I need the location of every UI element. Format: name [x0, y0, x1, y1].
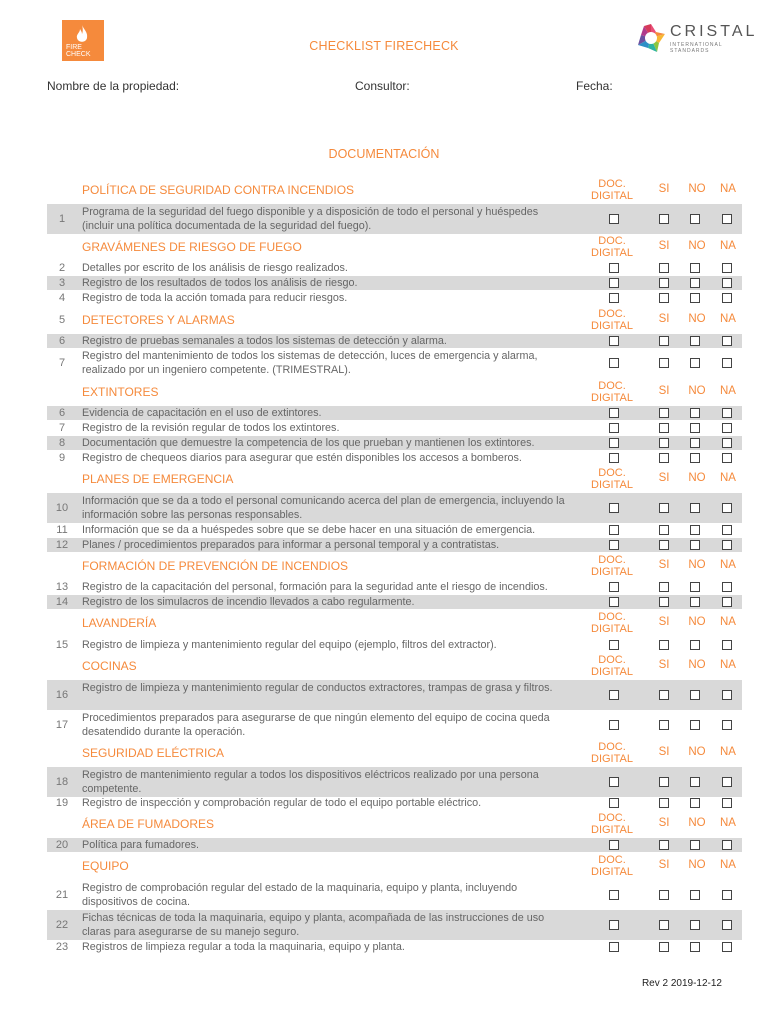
na-checkbox[interactable] [722, 690, 732, 700]
cristal-star-icon [636, 23, 666, 53]
column-si: SI [658, 817, 670, 829]
row-number: 6 [58, 334, 66, 347]
doc-digital-checkbox[interactable] [609, 920, 619, 930]
checklist-row [47, 276, 742, 290]
no-checkbox[interactable] [690, 690, 700, 700]
no-checkbox[interactable] [690, 942, 700, 952]
checklist-row [47, 421, 742, 435]
checklist-row [47, 880, 742, 910]
section-header-row [47, 306, 742, 334]
no-checkbox[interactable] [690, 840, 700, 850]
row-number: 22 [55, 918, 69, 931]
na-checkbox[interactable] [722, 798, 732, 808]
property-name-label: Nombre de la propiedad: [47, 79, 180, 93]
item-label: Procedimientos preparados para asegurarse de que ningún elemento del equipo de cocina queda desatendido durante la operación. [82, 712, 550, 738]
section-header-row [47, 609, 742, 637]
na-checkbox[interactable] [722, 540, 732, 550]
si-checkbox[interactable] [659, 453, 669, 463]
checklist-row [47, 406, 742, 420]
column-no: NO [688, 313, 706, 325]
doc-digital-checkbox[interactable] [609, 408, 619, 418]
si-checkbox[interactable] [659, 263, 669, 273]
column-no: NO [688, 240, 706, 252]
row-number: 3 [58, 276, 66, 289]
row-number: 21 [55, 888, 69, 901]
column-si: SI [658, 240, 670, 252]
row-number: 6 [58, 406, 66, 419]
doc-digital-checkbox[interactable] [609, 690, 619, 700]
checklist-row [47, 451, 742, 465]
item-label: Evidencia de capacitación en el uso de extintores. [82, 407, 322, 419]
checklist-row [47, 436, 742, 450]
row-number: 7 [58, 421, 66, 434]
si-checkbox[interactable] [659, 423, 669, 433]
item-label: Registro de la capacitación del personal, formación para la seguridad ante el riesgo de incendios. [82, 581, 548, 593]
row-number: 19 [55, 796, 69, 809]
column-na: NA [720, 659, 736, 671]
checklist-row [47, 493, 742, 523]
na-checkbox[interactable] [722, 840, 732, 850]
checklist-row [47, 940, 742, 954]
row-number: 2 [58, 261, 66, 274]
doc-digital-checkbox[interactable] [609, 582, 619, 592]
si-checkbox[interactable] [659, 777, 669, 787]
column-na: NA [720, 472, 736, 484]
doc-digital-checkbox[interactable] [609, 336, 619, 346]
doc-digital-checkbox[interactable] [609, 540, 619, 550]
item-label: Registro de comprobación regular del estado de la maquinaria, equipo y planta, incluyendo dispositivos de cocina. [82, 882, 518, 908]
column-si: SI [658, 746, 670, 758]
column-no: NO [688, 817, 706, 829]
checklist-row [47, 710, 742, 740]
doc-digital-checkbox[interactable] [609, 214, 619, 224]
row-number: 20 [55, 838, 69, 851]
column-no: NO [688, 472, 706, 484]
logo-text-fire: FIRE [66, 44, 82, 51]
na-checkbox[interactable] [722, 336, 732, 346]
section-header-label: SEGURIDAD ELÉCTRICA [82, 746, 225, 760]
item-label: Información que se da a todo el personal comunicando acerca del plan de emergencia, incluyendo la información sobre las personas responsables. [82, 495, 565, 521]
column-no: NO [688, 859, 706, 871]
si-checkbox[interactable] [659, 942, 669, 952]
si-checkbox[interactable] [659, 690, 669, 700]
doc-digital-checkbox[interactable] [609, 798, 619, 808]
doc-digital-checkbox[interactable] [609, 453, 619, 463]
row-number: 12 [55, 538, 69, 551]
na-checkbox[interactable] [722, 358, 732, 368]
item-label: Información que se da a huéspedes sobre que se debe hacer en una situación de emergencia. [82, 524, 536, 536]
checklist-row [47, 838, 742, 852]
item-label: Registros de limpieza regular a toda la maquinaria, equipo y planta. [82, 941, 405, 953]
doc-digital-checkbox[interactable] [609, 358, 619, 368]
na-checkbox[interactable] [722, 263, 732, 273]
item-label: Documentación que demuestre la competencia de los que prueban y mantienen los extintores. [82, 437, 535, 449]
checklist-row [47, 638, 742, 652]
si-checkbox[interactable] [659, 920, 669, 930]
row-number: 5 [58, 313, 66, 326]
row-number: 4 [58, 291, 66, 304]
si-checkbox[interactable] [659, 597, 669, 607]
column-doc-digital: DOC. DIGITAL [591, 554, 633, 578]
section-header-row [47, 175, 742, 205]
column-doc-digital: DOC. DIGITAL [591, 654, 633, 678]
item-label: Planes / procedimientos preparados para informar a personal temporal y a contratistas. [82, 539, 500, 551]
row-number: 1 [58, 212, 66, 225]
doc-digital-checkbox[interactable] [609, 597, 619, 607]
section-header-row [47, 378, 742, 406]
column-si: SI [658, 559, 670, 571]
na-checkbox[interactable] [722, 942, 732, 952]
section-header-label: COCINAS [82, 659, 137, 673]
column-na: NA [720, 385, 736, 397]
na-checkbox[interactable] [722, 640, 732, 650]
item-label: Registro de inspección y comprobación regular de todo el equipo portable eléctrico. [82, 797, 482, 809]
no-checkbox[interactable] [690, 503, 700, 513]
doc-digital-checkbox[interactable] [609, 278, 619, 288]
si-checkbox[interactable] [659, 720, 669, 730]
column-si: SI [658, 385, 670, 397]
item-label: Registro de limpieza y mantenimiento regular de conductos extractores, trampas de grasa y filtros. [82, 682, 553, 694]
item-label: Registro de toda la acción tomada para reducir riesgos. [82, 292, 348, 304]
no-checkbox[interactable] [690, 278, 700, 288]
section-header-label: FORMACIÓN DE PREVENCIÓN DE INCENDIOS [82, 559, 349, 573]
no-checkbox[interactable] [690, 777, 700, 787]
checklist-row [47, 796, 742, 810]
checklist-row [47, 580, 742, 594]
no-checkbox[interactable] [690, 525, 700, 535]
no-checkbox[interactable] [690, 336, 700, 346]
no-checkbox[interactable] [690, 890, 700, 900]
si-checkbox[interactable] [659, 358, 669, 368]
no-checkbox[interactable] [690, 720, 700, 730]
doc-digital-checkbox[interactable] [609, 640, 619, 650]
section-header-row [47, 234, 742, 260]
section-header-row [47, 739, 742, 767]
checklist-row [47, 348, 742, 378]
doc-digital-checkbox[interactable] [609, 423, 619, 433]
na-checkbox[interactable] [722, 278, 732, 288]
section-title: DOCUMENTACIÓN [328, 147, 440, 161]
section-header-label: PLANES DE EMERGENCIA [82, 472, 234, 486]
section-header-row [47, 652, 742, 680]
doc-digital-checkbox[interactable] [609, 942, 619, 952]
item-label: Registro de pruebas semanales a todos los sistemas de detección y alarma. [82, 335, 447, 347]
na-checkbox[interactable] [722, 293, 732, 303]
checklist-row [47, 291, 742, 305]
item-label: Política para fumadores. [82, 839, 200, 851]
column-na: NA [720, 559, 736, 571]
section-header-label: EXTINTORES [82, 385, 159, 399]
checklist-row [47, 523, 742, 537]
no-checkbox[interactable] [690, 423, 700, 433]
doc-digital-checkbox[interactable] [609, 293, 619, 303]
na-checkbox[interactable] [722, 890, 732, 900]
si-checkbox[interactable] [659, 840, 669, 850]
column-na: NA [720, 859, 736, 871]
no-checkbox[interactable] [690, 453, 700, 463]
row-number: 16 [55, 688, 69, 701]
si-checkbox[interactable] [659, 408, 669, 418]
na-checkbox[interactable] [722, 582, 732, 592]
row-number: 11 [56, 523, 68, 536]
column-na: NA [720, 746, 736, 758]
row-number: 9 [58, 451, 66, 464]
column-si: SI [658, 859, 670, 871]
section-header-label: ÁREA DE FUMADORES [82, 817, 215, 831]
row-number: 17 [55, 718, 69, 731]
section-header-row [47, 810, 742, 838]
no-checkbox[interactable] [690, 214, 700, 224]
doc-digital-checkbox[interactable] [609, 777, 619, 787]
checklist-row [47, 334, 742, 348]
section-header-row [47, 852, 742, 880]
item-label: Fichas técnicas de toda la maquinaria, equipo y planta, acompañada de las instrucciones de uso claras para asegurarse de su manejo seguro. [82, 912, 545, 938]
section-header-label: DETECTORES Y ALARMAS [82, 313, 235, 327]
doc-digital-checkbox[interactable] [609, 890, 619, 900]
row-number: 10 [55, 501, 69, 514]
na-checkbox[interactable] [722, 453, 732, 463]
item-label: Registro de chequeos diarios para asegurar que estén disponibles los accesos a bomberos. [82, 452, 522, 464]
no-checkbox[interactable] [690, 798, 700, 808]
item-label: Registro de limpieza y mantenimiento regular del equipo (ejemplo, filtros del extractor). [82, 639, 497, 651]
no-checkbox[interactable] [690, 438, 700, 448]
column-na: NA [720, 183, 736, 195]
doc-digital-checkbox[interactable] [609, 263, 619, 273]
item-label: Registro de los simulacros de incendio llevados a cabo regularmente. [82, 596, 415, 608]
row-number: 7 [58, 356, 66, 369]
column-doc-digital: DOC. DIGITAL [591, 308, 633, 332]
column-na: NA [720, 616, 736, 628]
si-checkbox[interactable] [659, 890, 669, 900]
section-header-label: POLÍTICA DE SEGURIDAD CONTRA INCENDIOS [82, 183, 355, 197]
checklist-row [47, 595, 742, 609]
section-header-row [47, 552, 742, 580]
na-checkbox[interactable] [722, 525, 732, 535]
item-label: Programa de la seguridad del fuego disponible y a disposición de todo el personal y huéspedes (incluir una política documentada de la seguridad del fuego). [82, 206, 539, 232]
section-header-label: EQUIPO [82, 859, 129, 873]
column-na: NA [720, 240, 736, 252]
na-checkbox[interactable] [722, 503, 732, 513]
doc-digital-checkbox[interactable] [609, 525, 619, 535]
column-no: NO [688, 746, 706, 758]
si-checkbox[interactable] [659, 214, 669, 224]
section-header-row [47, 465, 742, 493]
checklist-row [47, 767, 742, 797]
si-checkbox[interactable] [659, 503, 669, 513]
no-checkbox[interactable] [690, 263, 700, 273]
si-checkbox[interactable] [659, 525, 669, 535]
column-doc-digital: DOC. DIGITAL [591, 178, 633, 202]
si-checkbox[interactable] [659, 293, 669, 303]
revision-label: Rev 2 2019-12-12 [641, 978, 722, 989]
column-si: SI [658, 472, 670, 484]
si-checkbox[interactable] [659, 798, 669, 808]
doc-digital-checkbox[interactable] [609, 720, 619, 730]
date-label: Fecha: [576, 79, 613, 93]
page-title: CHECKLIST FIRECHECK [309, 39, 459, 53]
column-si: SI [658, 616, 670, 628]
no-checkbox[interactable] [690, 582, 700, 592]
si-checkbox[interactable] [659, 582, 669, 592]
na-checkbox[interactable] [722, 597, 732, 607]
column-si: SI [658, 659, 670, 671]
item-label: Registro de mantenimiento regular a todos los dispositivos eléctricos realizado por una persona competente. [82, 769, 539, 795]
na-checkbox[interactable] [722, 777, 732, 787]
column-na: NA [720, 313, 736, 325]
si-checkbox[interactable] [659, 336, 669, 346]
row-number: 23 [55, 940, 69, 953]
na-checkbox[interactable] [722, 423, 732, 433]
item-label: Registro de la revisión regular de todos los extintores. [82, 422, 340, 434]
na-checkbox[interactable] [722, 408, 732, 418]
column-no: NO [688, 659, 706, 671]
checklist-row [47, 910, 742, 940]
doc-digital-checkbox[interactable] [609, 840, 619, 850]
no-checkbox[interactable] [690, 920, 700, 930]
row-number: 8 [58, 436, 66, 449]
item-label: Detalles por escrito de los análisis de riesgo realizados. [82, 262, 348, 274]
column-doc-digital: DOC. DIGITAL [591, 741, 633, 765]
si-checkbox[interactable] [659, 640, 669, 650]
column-doc-digital: DOC. DIGITAL [591, 235, 633, 259]
column-doc-digital: DOC. DIGITAL [591, 812, 633, 836]
brand-name: CRISTAL [670, 23, 758, 40]
no-checkbox[interactable] [690, 358, 700, 368]
no-checkbox[interactable] [690, 293, 700, 303]
logo-text-check: CHECK [66, 51, 91, 58]
section-header-label: LAVANDERÍA [82, 616, 157, 630]
cristal-logo [636, 20, 756, 60]
doc-digital-checkbox[interactable] [609, 503, 619, 513]
row-number: 18 [55, 775, 69, 788]
no-checkbox[interactable] [690, 540, 700, 550]
column-doc-digital: DOC. DIGITAL [591, 854, 633, 878]
na-checkbox[interactable] [722, 214, 732, 224]
column-no: NO [688, 616, 706, 628]
row-number: 14 [55, 595, 69, 608]
column-doc-digital: DOC. DIGITAL [591, 611, 633, 635]
si-checkbox[interactable] [659, 540, 669, 550]
column-no: NO [688, 183, 706, 195]
column-si: SI [658, 183, 670, 195]
section-header-label: GRAVÁMENES DE RIESGO DE FUEGO [82, 240, 302, 254]
checklist-row [47, 204, 742, 234]
si-checkbox[interactable] [659, 278, 669, 288]
column-si: SI [658, 313, 670, 325]
na-checkbox[interactable] [722, 720, 732, 730]
row-number: 15 [55, 638, 69, 651]
checklist-row [47, 261, 742, 275]
column-no: NO [688, 559, 706, 571]
na-checkbox[interactable] [722, 920, 732, 930]
doc-digital-checkbox[interactable] [609, 438, 619, 448]
column-na: NA [720, 817, 736, 829]
brand-tagline: INTERNATIONAL STANDARDS [670, 42, 723, 54]
column-no: NO [688, 385, 706, 397]
item-label: Registro del mantenimiento de todos los sistemas de detección, luces de emergencia y alarma, realizado por un ingeniero competente. (TRIMESTRAL). [82, 350, 538, 376]
no-checkbox[interactable] [690, 640, 700, 650]
row-number: 13 [55, 580, 69, 593]
na-checkbox[interactable] [722, 438, 732, 448]
no-checkbox[interactable] [690, 408, 700, 418]
no-checkbox[interactable] [690, 597, 700, 607]
consultant-label: Consultor: [355, 79, 410, 93]
column-doc-digital: DOC. DIGITAL [591, 467, 633, 491]
si-checkbox[interactable] [659, 438, 669, 448]
item-label: Registro de los resultados de todos los análisis de riesgo. [82, 277, 358, 289]
checklist-row [47, 538, 742, 552]
checklist-row [47, 680, 742, 710]
column-doc-digital: DOC. DIGITAL [591, 380, 633, 404]
